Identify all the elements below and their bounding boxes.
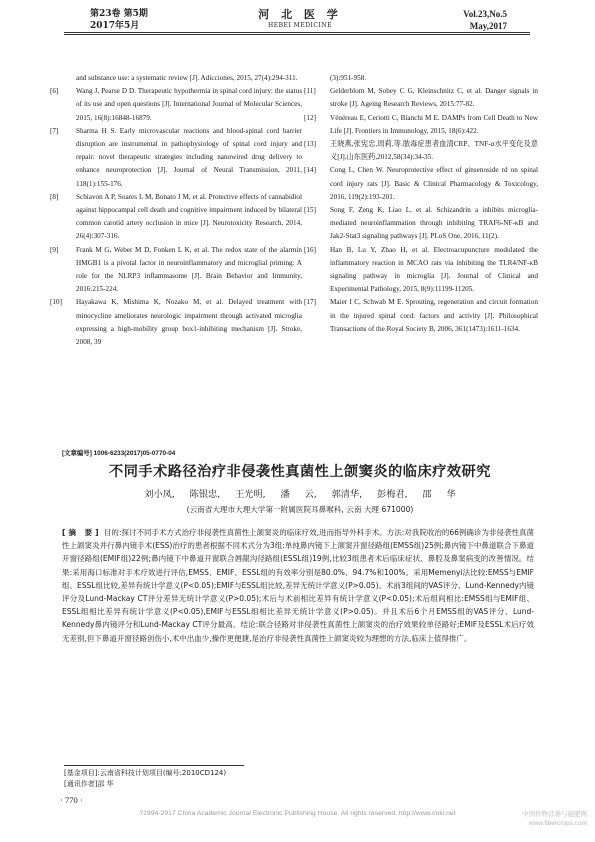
abstract xyxy=(62,526,534,645)
watermark-line1: 中国作物营养与施肥网 xyxy=(522,811,587,818)
reference-item: [16] Han B, Lu Y, Zhao H, et al. Electroacupuncture modulated the inflammatory reaction in MCAO rats via inhibiting the TLR4/NF-κB signaling pathway in microglia [J]. Journal of Clinical and Experimental Pathology, 2015, 8(9):11199-11205. xyxy=(304,245,538,294)
page-number: · 770 · xyxy=(60,795,83,805)
header-date-en: May,2017 xyxy=(469,21,507,31)
header-volume-issue xyxy=(90,8,148,32)
reference-item: [12] Vénéreau E, Ceriotti C, Bianchi M E. DAMPs from Cell Death to New Life [J]. Frontiers in Immunology, 2015, 18(6):422. xyxy=(304,113,538,135)
fund-note: [基金项目]:云南省科技计划项目(编号:2010CD124) xyxy=(64,769,227,777)
article-number: [文章编号] 1006-6233(2017)05-0770-04 xyxy=(62,450,176,457)
reference-item: [15] Song F, Zeng K, Liao L, et al. Schizandrin a inhibits microglia-mediated neuroinflammation through inhibiting TRAF6-NF-κB and Jak2-Stat3 signaling pathways [J]. PLoS One, 2016, 11(2). xyxy=(304,206,538,241)
article-title: 不同手术路径治疗非侵袭性真菌性上颌窦炎的临床疗效研究 xyxy=(109,464,491,480)
reference-item: and substance use: a systematic review [J]. Adicciones, 2015, 27(4):294-311. xyxy=(76,74,298,82)
references-right-column xyxy=(304,72,538,336)
reference-item: [7] Sharma H S. Early microvascular reactions and blood-spinal cord barrier disruption are instrumental in pathophysiology of spinal cord injury and repair: novel therapeutic strategies including nanowired drug delivery to enhance neuroprotection [J]. Journal of Neural Transmission, 2011, 118(1):155-176. xyxy=(50,126,302,188)
reference-item: [13] 王晓燕,张宪忠,周莉,等.脓毒症患者血清CRP、TNF-α水平变化及意义[J].山东医药,2012,58(34):34-35. xyxy=(304,140,538,162)
reference-item: [14] Cong L, Chen W. Neuroprotective effect of ginsenoside rd on spinal cord injury rats [J]. Basic & Clinical Pharmacology & Toxicology, 2016, 119(2):193-201. xyxy=(304,166,538,201)
reference-item: [9] Frank M G, Weber M D, Fonken L K, et al. The redox state of the alarmin HMGB1 is a pivotal factor in neuroinflammatory and microglial priming: A role for the NLRP3 inflammasome [J]. Brain Behavior and Immunity, 2016:215-224. xyxy=(50,245,302,294)
reference-item: [8] Schiavon A P, Soares L M, Bonato J M, et al. Protective effects of cannabidiol against hippocampal cell death and cognitive impairment induced by bilateral common carotid artery occlusion in mice [J]. Neurotoxicity Research, 2014, 26(4):307-316. xyxy=(50,192,302,241)
reference-item: [6] Wang J, Pearse D D. Therapeutic hypothermia in spinal cord injury: the status of its use and open questions [J]. International Journal of Molecular Sciences, 2015, 16(8):16848-16879. xyxy=(50,87,302,122)
article-affiliation: (云南省大理市大理大学第一附属医院耳鼻喉科, 云南 大理 671000) xyxy=(186,505,414,514)
header-rule-top xyxy=(64,32,530,33)
header-volume-en xyxy=(463,8,507,32)
reference-item: [11] Gelderblom M, Sobey C G, Kleinschnitz C, et al. Danger signals in stroke [J]. Ageing Research Reviews, 2015:77-82. xyxy=(304,87,538,109)
article-authors: 刘小凤, 陈银忠, 王光明, 潘 云, 郭清华, 彭梅君, 邵 华 xyxy=(144,489,456,500)
abstract-text: 目的:探讨不同手术方式治疗非侵袭性真菌性上颌窦炎的临床疗效,进而指导外科手术。方法:对我院收治的66例确诊为非侵袭性真菌性上颌窦炎并行鼻内镜手术(ESS)治疗的患者根据不同术式分为3组:单纯鼻内镜下上颌窦开窗径路组(EMSS组)25例;鼻内镜下中鼻道联合下鼻道开窗径路组(EMIF组)22例;鼻内镜下中鼻道开窗联合唇龈沟径路组(ESSL组)19例,比较3组患者术后临床症状、鼻腔及鼻窦病变的改善情况。结果:采用海口标准对手术疗效进行评估,EMSS、EMIF、ESSL组的有效率分别是80.0%、94.7%和100%。采用Memenyi法比较:EMSS与EMIF组、ESSL组比较,差异有统计学意义(P<0.05);EMIF与ESSL组比较,差异无统计学意义(P>0.05)。术前3组间的VAS评分、Lund-Kennedy内镜评分及Lund-Mackay CT评分差异无统计学意义(P>0.05);术后与术前相比差异有统计学意义(P<0.05);术后组间相比:EMSS组与EMIF组、ESSL组相比差异有统计学意义(P<0.05),EMIF与ESSL组相比差异无统计学意义(P>0.05)。并且术后6个月EMSS组的VAS评分、Lund-Kennedy鼻内镜评分和Lund-Mackay CT评分最高。结论:联合径路对非侵袭性真菌性上颌窦炎的治疗效果较单径路好;EMIF及ESSL术后疗效无差别,但下鼻道开窗径路创伤小,术中出血少,操作更便捷,是治疗非侵袭性真菌性上颌窦炎较为理想的方法,临床上值得推广。 xyxy=(62,528,535,643)
header-rule-bottom xyxy=(64,34,530,35)
references-left-column xyxy=(50,72,302,349)
header-volume-cn: 第23卷 第5期 xyxy=(90,9,148,19)
copyright-line: ?1994-2017 China Academic Journal Electronic Publishing House. All rights reserved. http://www.cnki.net xyxy=(139,810,456,817)
corresponding-author: [通讯作者]邵 华 xyxy=(64,780,114,788)
abstract-label: [摘 要] xyxy=(62,528,102,537)
header-volume-en-text: Vol.23,No.5 xyxy=(463,9,507,19)
header-date-cn: 2017年5月 xyxy=(90,21,140,31)
watermark-line2: www.fibercrops.com xyxy=(528,820,587,827)
reference-item: [10] Hayakawa K, Mishima K, Nozako M, et al. Delayed treatment with minocycline ameliorates neurologic impairment through activated microglia expressing a high-mobility group box1-inhibiting mechanism [J]. Stroke, 2008, 39 xyxy=(50,298,302,347)
watermark-logo xyxy=(522,810,587,828)
reference-item: [17] Maier I C, Schwab M E. Sprouting, regeneration and circuit formation in the injured spinal cord: factors and activity [J]. Philosophical Transactions of the Royal Society B, 2006, 361(1473):1611-1634. xyxy=(304,298,538,333)
footnotes xyxy=(64,768,226,790)
journal-name-cn: 河 北 医 学 xyxy=(258,8,342,21)
footnote-rule xyxy=(64,765,244,766)
journal-name-en: HEBEI MEDICINE xyxy=(268,22,332,29)
journal-name xyxy=(240,6,360,29)
reference-item: (3):951-958. xyxy=(330,74,367,82)
